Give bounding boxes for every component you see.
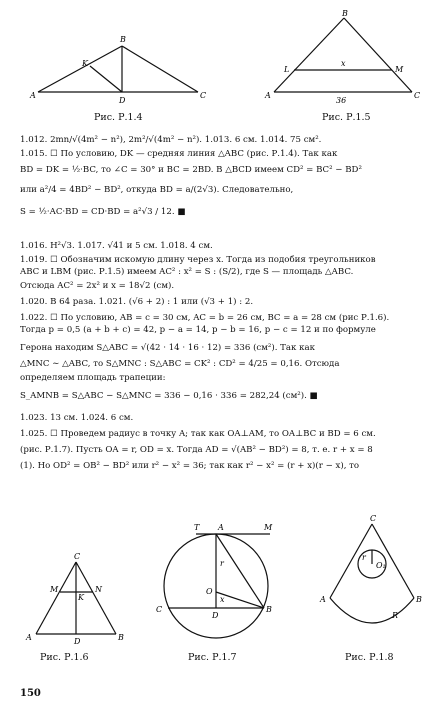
label-d: D [212, 611, 219, 620]
text-line: S_AMNB = S△ABC − S△MNC = 336 − 0,16 · 336 = 282,24 (см²). ■ [20, 391, 318, 401]
text-line: Герона находим S△ABC = √(42 · 14 · 16 · 12) = 336 (см²). Так как [20, 343, 315, 353]
page-number: 150 [20, 688, 41, 699]
text-line: 1.020. В 64 раза. 1.021. (√6 + 2) : 1 или (√3 + 1) : 2. [20, 297, 254, 307]
entry-1016 [20, 240, 430, 252]
label-big-r: R [392, 611, 399, 620]
entry-1012 [20, 134, 430, 146]
text-line: 1.016. H²√3. 1.017. √41 и 5 см. 1.018. 4 см. [20, 241, 213, 251]
label-base: 36 [336, 96, 347, 105]
label-m: M [50, 585, 59, 594]
label-b: B [266, 605, 272, 614]
text-line: ABC и LBM (рис. Р.1.5) имеем AC² : x² = S : (S/2), где S — площадь △ABC. [20, 267, 354, 277]
label-c: C [200, 91, 207, 100]
entry-1020 [20, 296, 430, 308]
text-line: 1.025. ☐ Проведем радиус в точку A; так как OA⊥AM, то OA⊥BC и BD = 6 см. [20, 429, 376, 439]
text-line: 1.022. ☐ По условию, AB = c = 30 см, AC = b = 26 см, BC = a = 28 см (рис Р.1.6). [20, 313, 390, 323]
figure-p17 [150, 514, 290, 654]
text-line: BD = DK = ½·BC, то ∠C = 30° и BC = 2BD. В △BCD имеем CD² = BC² − BD² [20, 165, 362, 175]
figure-p15 [262, 8, 432, 108]
label-x: x [341, 59, 346, 68]
label-a: A [320, 595, 326, 604]
label-d: D [119, 96, 126, 105]
entry-1015 [20, 148, 430, 218]
label-c: C [156, 605, 163, 614]
figure-p16 [18, 550, 138, 650]
label-a: A [265, 91, 271, 100]
text-line: Отсюда AC² = 2x² и x = 18√2 (см). [20, 281, 175, 291]
text-line: определяем площадь трапеции: [20, 373, 166, 383]
caption-p16: Рис. Р.1.6 [40, 652, 89, 663]
label-k: K [82, 59, 88, 68]
caption-p17: Рис. Р.1.7 [188, 652, 237, 663]
label-a: A [30, 91, 36, 100]
label-o: O [206, 587, 213, 596]
text-line: △MNC ∼ △ABC, то S△MNC : S△ABC = CK² : CD² = 4/25 = 0,16. Отсюда [20, 359, 340, 369]
caption-p15: Рис. Р.1.5 [322, 112, 371, 123]
label-b: B [118, 633, 124, 642]
label-r: r [220, 559, 224, 568]
text-line: 1.023. 13 см. 1.024. 6 см. [20, 413, 134, 423]
text-line: 1.012. 2mn/√(4m² − n²), 2m²/√(4m² − n²). 1.013. 6 см. 1.014. 75 см². [20, 135, 322, 145]
text-line: Тогда p = 0,5 (a + b + c) = 42, p − a = 14, p − b = 16, p − c = 12 и по формуле [20, 325, 376, 335]
label-n: N [95, 585, 102, 594]
caption-p18: Рис. Р.1.8 [345, 652, 394, 663]
figure-p18 [310, 514, 435, 649]
entry-1023 [20, 412, 430, 424]
label-m: M [395, 65, 404, 74]
text-line: (1). Но OD² = OB² − BD² или r² − x² = 36; так как r² − x² = (r + x)(r − x), то [20, 461, 360, 471]
caption-p14: Рис. Р.1.4 [94, 112, 143, 123]
label-k: K [78, 593, 84, 602]
entry-1025 [20, 428, 430, 472]
label-b: B [120, 35, 126, 44]
label-r: r [362, 553, 366, 562]
text-line: (рис. Р.1.7). Пусть OA = r, OD = x. Тогда AD = √(AB² − BD²) = 8, т. е. r + x = 8 [20, 445, 373, 455]
entry-1019 [20, 254, 430, 292]
text-line: 1.019. ☐ Обозначим искомую длину через x. Тогда из подобия треугольников [20, 255, 376, 265]
label-x: x [220, 595, 225, 604]
label-l: L [284, 65, 290, 74]
figure-p14 [28, 30, 208, 120]
label-c: C [414, 91, 421, 100]
label-a: A [26, 633, 32, 642]
entry-1022 [20, 312, 430, 402]
label-a: A [218, 523, 224, 532]
label-b: B [342, 9, 348, 18]
label-c: C [370, 514, 377, 523]
label-m: M [264, 523, 273, 532]
text-line: S = ½·AC·BD = CD·BD = a²√3 / 12. ■ [20, 207, 186, 217]
label-o1: O₁ [376, 561, 386, 570]
label-d: D [74, 637, 81, 646]
label-c: C [74, 552, 81, 561]
label-t: T [194, 523, 200, 532]
text-line: или a²/4 = 4BD² − BD², откуда BD = a/(2√3). Следовательно, [20, 185, 294, 195]
text-line: 1.015. ☐ По условию, DK — средняя линия △ABC (рис. Р.1.4). Так как [20, 149, 338, 159]
label-b: B [416, 595, 422, 604]
